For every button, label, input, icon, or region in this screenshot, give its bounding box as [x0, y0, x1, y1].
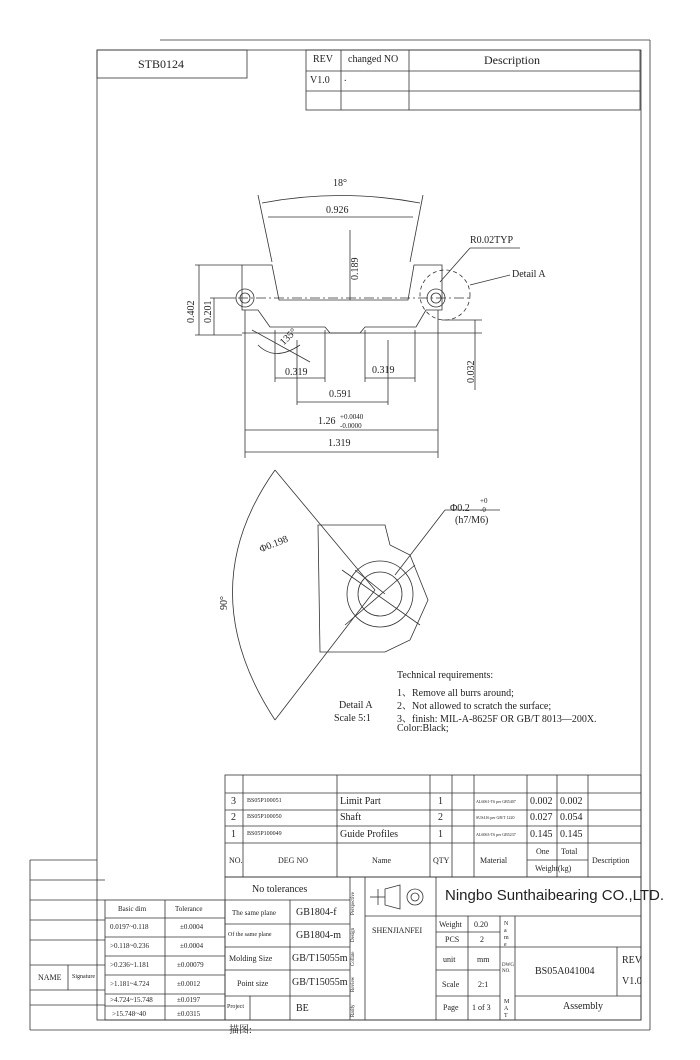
assembly-label: Assembly: [563, 1001, 603, 1012]
tol-basic: >4.724~15.748: [110, 996, 153, 1004]
bom-material: AL6061-T6 per GB5407: [476, 799, 516, 804]
weight-label: Weight: [439, 920, 462, 929]
dim-0189: 0.189: [350, 257, 361, 280]
dim-0201: 0.201: [203, 300, 214, 323]
footer-label: 描图:: [229, 1025, 252, 1036]
tech-req-item: 1、Remove all burrs around;: [397, 688, 514, 699]
dim-fit: (h7/M6): [455, 515, 489, 526]
bom-h-name: Name: [372, 856, 392, 865]
bom-h-one: One: [536, 847, 550, 856]
project-label: Project: [227, 1004, 244, 1010]
tech-req-item: 2、Not allowed to scratch the surface;: [397, 701, 552, 712]
tol-value: ±0.0197: [177, 996, 201, 1004]
std-label: The same plane: [232, 909, 276, 917]
scale-label: Scale: [442, 980, 460, 989]
dim-0591: 0.591: [329, 389, 352, 400]
dim-dia-02-tol-dn: -0: [480, 506, 486, 514]
dim-dia-0198: Φ0.198: [258, 533, 290, 556]
rev-value: V1.0: [310, 75, 330, 86]
bom-one: 0.027: [530, 812, 553, 823]
dim-radius: R0.02TYP: [470, 235, 514, 246]
signature-label: Signature: [72, 974, 95, 980]
dim-angle-135: 135°: [278, 326, 300, 348]
dim-0319-right: 0.319: [372, 365, 395, 376]
rev-value-tb: V1.0: [622, 976, 642, 987]
rev-label-tb: REV: [622, 955, 642, 966]
tol-value: ±0.0004: [180, 923, 204, 931]
bom-total: 0.145: [560, 829, 583, 840]
part-id: STB0124: [138, 57, 185, 71]
bom-deg: BS05P100050: [247, 814, 282, 820]
tol-value: ±0.0315: [177, 1010, 201, 1018]
std-value: GB1804-m: [296, 930, 341, 941]
tol-value: ±0.00079: [177, 961, 204, 969]
std-label: Molding Size: [229, 954, 273, 963]
detail-angle-arc: [233, 470, 276, 720]
weight-value: 0.20: [474, 920, 488, 929]
tech-req-item: 3、finish: MIL-A-8625F OR GB/T 8013—200X.: [397, 714, 597, 725]
tol-value: ±0.0004: [180, 942, 204, 950]
tech-req-item: Color:Black;: [397, 723, 449, 734]
bom-total: 0.054: [560, 812, 583, 823]
sheet-border: [97, 50, 641, 1020]
std-value: GB1804-f: [296, 907, 337, 918]
dwg-number: BS05A041004: [535, 966, 595, 977]
unit-value: mm: [477, 955, 490, 964]
bom-h-weight: Weight(kg): [535, 864, 572, 873]
name-side-label: Name: [504, 921, 509, 948]
bom-h-material: Material: [480, 856, 508, 865]
dim-1319: 1.319: [328, 438, 351, 449]
bom-qty: 1: [438, 796, 443, 807]
projection-symbol-icon: [370, 885, 423, 909]
dim-126-tol-up: +0.0040: [340, 413, 364, 421]
page-label: Page: [443, 1003, 459, 1012]
dim-0402: 0.402: [186, 300, 197, 323]
bom-total: 0.002: [560, 796, 583, 807]
bom-material: AL6063-T6 per GB5237: [476, 832, 516, 837]
bom-deg: BS05P100049: [247, 831, 282, 837]
bom-h-deg: DEG NO: [278, 856, 308, 865]
designer-name: SHENJIANFEI: [372, 926, 423, 935]
vertical-label: Perspective: [351, 891, 356, 915]
dwg-label: DWG NO.: [502, 963, 514, 974]
vertical-label: Ratify: [351, 1004, 356, 1017]
dim-angle-18: 18°: [333, 178, 347, 189]
dim-0926: 0.926: [326, 205, 349, 216]
tol-value: ±0.0012: [177, 980, 201, 988]
dim-0032: 0.032: [466, 360, 477, 383]
bom-no: 1: [231, 829, 236, 840]
rev-header: REV: [313, 54, 333, 65]
project-value: BE: [296, 1003, 309, 1014]
name-label: NAME: [38, 973, 62, 982]
mat-side-label: MAT: [504, 999, 510, 1019]
bom-h-total: Total: [561, 847, 578, 856]
page-value: 1 of 3: [472, 1003, 491, 1012]
std-value: GB/T15055m: [292, 977, 348, 988]
detail-a-callout: Detail A: [512, 269, 546, 280]
dim-dia-02: Φ0.2: [450, 503, 470, 514]
bom-no: 2: [231, 812, 236, 823]
detail-a-label: Detail A: [339, 700, 373, 711]
bom-name: Guide Profiles: [340, 829, 399, 840]
dim-0319-left: 0.319: [285, 367, 308, 378]
bom-qty: 2: [438, 812, 443, 823]
dim-angle-90: 90°: [219, 596, 230, 610]
bom-h-no: NO.: [229, 856, 243, 865]
bom-name: Shaft: [340, 812, 362, 823]
tol-basic: 0.0197~0.118: [110, 923, 149, 931]
bom-no: 3: [231, 796, 236, 807]
bom-one: 0.002: [530, 796, 553, 807]
bom-h-desc: Description: [592, 856, 630, 865]
bom-one: 0.145: [530, 829, 553, 840]
std-label: Point size: [237, 979, 269, 988]
pcs-value: 2: [480, 935, 484, 944]
dim-126: 1.26: [318, 416, 336, 427]
vertical-label: Design: [351, 927, 356, 942]
tol-h-tol: Tolerance: [175, 905, 203, 913]
detail-scale: Scale 5:1: [334, 713, 371, 724]
profile-outline: [242, 265, 442, 333]
no-tolerances-label: No tolerances: [252, 884, 308, 895]
bom-material: SUS416 per GB/T 1220: [476, 815, 515, 820]
bom-h-qty: QTY: [433, 856, 450, 865]
tol-basic: >0.118~0.236: [110, 942, 149, 950]
scale-value: 2:1: [478, 980, 489, 989]
std-value: GB/T15055m: [292, 953, 348, 964]
vertical-label: Review: [351, 976, 356, 992]
unit-label: unit: [443, 955, 456, 964]
std-label: Of the same plane: [228, 932, 272, 938]
tol-basic: >15.748~40: [112, 1010, 146, 1018]
vertical-label: Collate: [351, 951, 356, 966]
tech-req-title: Technical requirements:: [397, 670, 494, 681]
dim-dia-02-tol-up: +0: [480, 497, 488, 505]
company-name: Ningbo Sunthaibearing CO.,LTD.: [445, 887, 665, 904]
tol-basic: >0.236~1.181: [110, 961, 150, 969]
dim-126-tol-dn: -0.0000: [340, 422, 362, 430]
detail-outline: [318, 525, 428, 652]
changed-header: changed NO: [348, 54, 399, 65]
tol-basic: >1.181~4.724: [110, 980, 150, 988]
bom-qty: 1: [438, 829, 443, 840]
description-header: Description: [484, 53, 540, 67]
changed-value: .: [344, 73, 347, 84]
pcs-label: PCS: [445, 935, 460, 944]
bom-deg: BS05P100051: [247, 798, 282, 804]
bom-name: Limit Part: [340, 796, 381, 807]
tol-h-basic: Basic dim: [118, 905, 147, 913]
